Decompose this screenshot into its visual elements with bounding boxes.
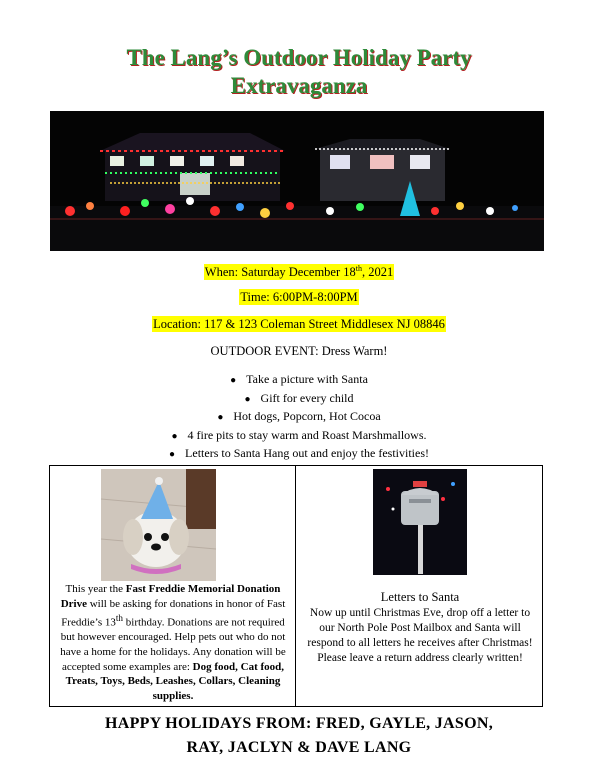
time-text: Time: 6:00PM-8:00PM [240,290,358,304]
feature-list [0,370,598,463]
list-item: ● Hot dogs, Popcorn, Hot Cocoa [0,407,598,426]
footer-line-2: RAY, JACLYN & DAVE LANG [186,739,412,756]
bullet-icon: ● [217,412,224,423]
mailbox-illustration [373,469,467,575]
bullet-icon: ● [171,430,178,442]
dog-photo [101,469,216,581]
mailbox-photo [373,469,467,575]
date-year: , 2021 [361,265,394,280]
donation-drive-name: Fast Freddie Memorial Donation Drive [60,583,281,610]
bullet-icon: ● [169,449,176,460]
list-item: ● 4 fire pits to stay warm and Roast Marshmallows. [0,426,598,445]
title-line-2: Extravaganza [230,73,368,98]
donation-text: This year the Fast Freddie Memorial Donation Drive will be asking for donations in honor of Fast Freddie’s 13th birthday. Donations are not required but however encouraged. Help pets out who do not have a home for the holidays. Any donation will be accepted some examples are: Dog food, Cat food, Treats, Toys, Beds, Leashes, Collars, Cleaning supplies. [60,583,286,702]
footer-line-1: HAPPY HOLIDAYS FROM: FRED, GAYLE, JASON, [104,715,494,732]
date-suffix: th [355,264,362,273]
donation-box [49,465,296,707]
list-item: ● Letters to Santa Hang out and enjoy the festivities! [0,444,598,463]
date-text: When: Saturday December 18 [204,265,356,280]
page-title [60,44,538,100]
house-lights-photo [50,111,544,251]
letters-box [295,465,543,707]
event-date [0,264,598,280]
house-lights-illustration [50,111,544,251]
letters-text: Now up until Christmas Eve, drop off a letter to our North Pole Post Mailbox and Santa will respond to all letters he receives after Christmas! Please leave a return address clearly written! [307,607,533,664]
event-time [0,290,598,305]
list-item: ● Take a picture with Santa [0,370,598,389]
bullet-icon: ● [244,393,251,405]
footer-greeting [0,712,598,760]
letters-title: Letters to Santa [380,590,460,604]
outdoor-note: OUTDOOR EVENT: Dress Warm! [210,344,388,358]
dog-illustration [101,469,216,581]
bullet-icon: ● [230,375,237,386]
list-item: ● Gift for every child [0,389,598,408]
location-text: Location: 117 & 123 Coleman Street Middlesex NJ 08846 [153,317,445,331]
title-line-1: The Lang’s Outdoor Holiday Party [126,45,472,70]
donation-examples: Dog food, Cat food, Treats, Toys, Beds, Leashes, Collars, Cleaning supplies. [65,660,285,702]
event-location [0,317,598,332]
